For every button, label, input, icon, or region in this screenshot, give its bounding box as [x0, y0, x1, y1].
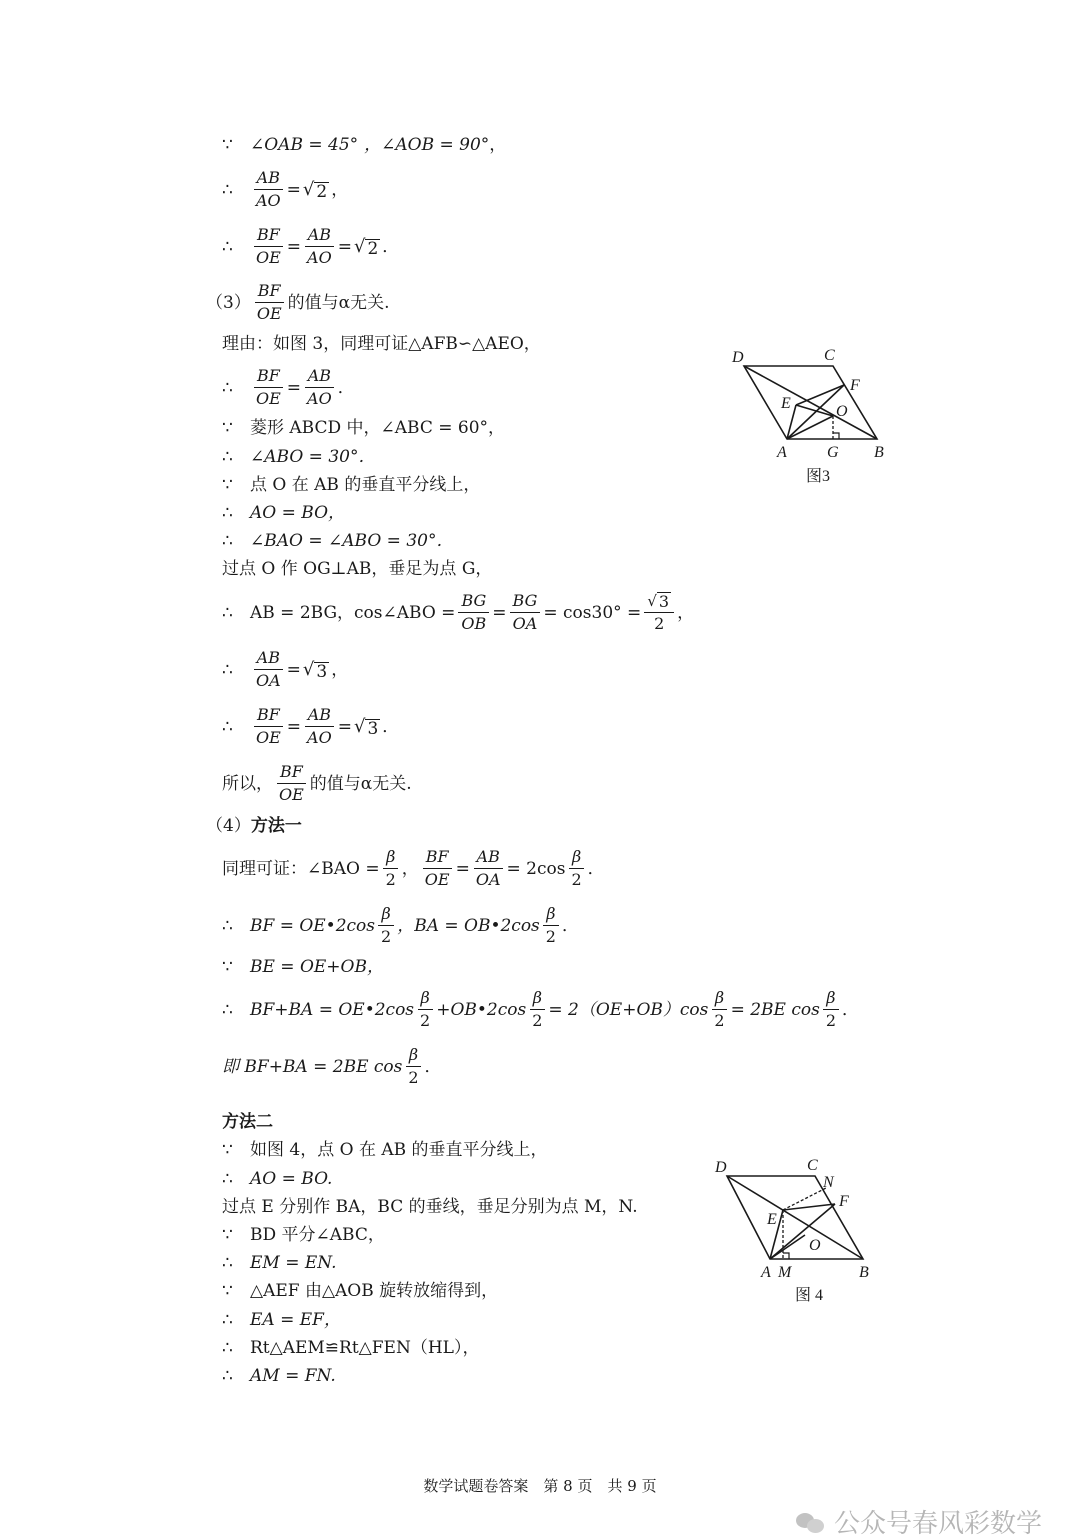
- fig4-label-n: N: [823, 1174, 834, 1191]
- line-cos-abo: [222, 591, 694, 634]
- fig4-label-c: C: [807, 1157, 818, 1174]
- fraction-ab-oa: $\frac{AB}{OA}$: [253, 648, 284, 691]
- line-o-on-perp: [222, 474, 480, 496]
- fraction-ab-oa: $\frac{AB}{OA}$: [473, 847, 504, 890]
- m2-2-text: AO = BO.: [250, 1169, 333, 1189]
- equals: =: [286, 236, 302, 257]
- fig4-right-angle-m: [783, 1253, 789, 1259]
- therefore-symbol: ∴: [222, 179, 233, 200]
- period: ．: [842, 999, 859, 1020]
- fraction-bf-oe: $\frac{BF}{OE}$: [253, 366, 284, 409]
- fraction-beta-2: $\frac{\beta}{2}$: [568, 847, 584, 890]
- part4-label: （4）: [206, 816, 251, 836]
- fraction-bf-oe: $\frac{BF}{OE}$: [422, 847, 453, 890]
- equals: =: [286, 179, 301, 200]
- line-conclusion-3: [222, 762, 412, 805]
- draw-og-text: 过点 O 作 OG⊥AB，垂足为点 G，: [222, 559, 493, 579]
- fraction-ab-ao: $\frac{AB}{AO}$: [253, 168, 284, 211]
- part3-heading: [206, 281, 390, 324]
- fig3-label-a: A: [777, 444, 787, 461]
- fig4-label-d: D: [715, 1159, 727, 1176]
- so-text: 所以，: [222, 773, 273, 794]
- line-m2-5: [222, 1252, 336, 1274]
- therefore-symbol: ∴: [222, 1366, 233, 1386]
- equals: =: [337, 716, 352, 737]
- because-symbol: ∵: [222, 1140, 233, 1160]
- equals: =: [286, 377, 302, 398]
- fraction-beta-2: $\frac{\beta}{2}$: [543, 904, 559, 947]
- line-ab-oa-sqrt3: [222, 648, 348, 691]
- fig4-caption: 图 4: [795, 1287, 824, 1304]
- line-reason: [222, 333, 541, 355]
- m2-1-text: 如图 4，点 O 在 AB 的垂直平分线上，: [250, 1140, 548, 1160]
- line-bf-oe-ab-ao: [222, 366, 355, 409]
- m2-7-text: EA = EF，: [250, 1310, 341, 1330]
- m2-5-text: EM = EN.: [250, 1253, 337, 1273]
- fig3-right-angle: [833, 433, 839, 439]
- therefore-symbol: ∴: [222, 531, 233, 551]
- therefore-symbol: ∴: [222, 716, 233, 737]
- because-symbol: ∵: [222, 957, 233, 977]
- cos30-text: = cos30° =: [543, 602, 642, 623]
- fig4-label-o: O: [809, 1237, 821, 1254]
- two-cos-text: = 2cos: [506, 858, 566, 879]
- ji-text: 即 BF+BA = 2BE cos: [222, 1056, 403, 1077]
- because-symbol: ∵: [222, 418, 233, 438]
- fig3-label-b: B: [874, 444, 884, 461]
- therefore-symbol: ∴: [222, 503, 233, 523]
- therefore-symbol: ∴: [222, 915, 233, 936]
- period: ．: [382, 716, 400, 737]
- wechat-icon: [796, 1511, 826, 1533]
- period: ．: [587, 858, 605, 879]
- therefore-symbol: ∴: [222, 236, 233, 257]
- line-same-prove: [222, 847, 605, 890]
- abo30-text: ∠ABO = 30°．: [250, 447, 376, 467]
- fig3-label-o: O: [836, 403, 848, 420]
- fraction-sqrt3-2: √ 3 2: [644, 591, 674, 634]
- equals: =: [286, 716, 302, 737]
- sqrt-3: √ 3: [353, 715, 379, 739]
- period: ．: [337, 377, 355, 398]
- sum-d-text: = 2BE cos: [730, 999, 820, 1020]
- m2-3-text: 过点 E 分别作 BA，BC 的垂线，垂足分别为点 M，N.: [222, 1197, 638, 1217]
- rhombus-text: 菱形 ABCD 中，∠ABC = 60°，: [250, 418, 506, 438]
- m2-6-text: △AEF 由△AOB 旋转放缩得到，: [250, 1281, 499, 1301]
- fig3-label-e: E: [781, 395, 791, 412]
- sum-b-text: +OB•2cos: [436, 999, 527, 1020]
- line-m2-2: [222, 1168, 332, 1190]
- figure-4: [705, 1150, 885, 1310]
- same-prove-text: 同理可证：∠BAO =: [222, 858, 380, 879]
- ba-eq-text: ，BA = OB•2cos: [397, 915, 540, 936]
- m2-9-text: AM = FN.: [250, 1366, 336, 1386]
- period: ．: [561, 915, 579, 936]
- equals: =: [286, 659, 301, 680]
- fig3-label-c: C: [824, 347, 835, 364]
- line-ji: [222, 1045, 442, 1088]
- comma: ，: [331, 659, 349, 680]
- equals: =: [492, 602, 507, 623]
- because-symbol: ∵: [222, 475, 233, 495]
- fraction-bf-oe: $\frac{BF}{OE}$: [253, 225, 284, 268]
- fraction-beta-2: $\frac{\beta}{2}$: [378, 904, 394, 947]
- watermark: [796, 1503, 1042, 1540]
- line-ab-ao-sqrt2: [222, 168, 348, 211]
- method1-heading: 方法一: [250, 816, 302, 836]
- fig3-caption: 图3: [806, 468, 831, 485]
- fraction-beta-2: $\frac{\beta}{2}$: [711, 988, 727, 1031]
- bao-abo-text: ∠BAO = ∠ABO = 30°．: [250, 531, 454, 551]
- line-m2-4: [222, 1224, 385, 1246]
- sqrt-3: √ 3: [302, 658, 328, 682]
- fig3-label-f: F: [850, 377, 860, 394]
- part3-label: （3）: [206, 292, 251, 313]
- fig4-label-m: M: [778, 1264, 792, 1281]
- fraction-beta-2: $\frac{\beta}{2}$: [823, 988, 839, 1031]
- line-m2-7: [222, 1309, 341, 1331]
- line-m2-1: [222, 1139, 548, 1161]
- fig4-diagonal-bd: [727, 1176, 863, 1259]
- line-rhombus: [222, 417, 505, 439]
- line-be-sum: [222, 956, 384, 978]
- therefore-symbol: ∴: [222, 1169, 233, 1189]
- fraction-bf-oe: $\frac{BF}{OE}$: [253, 705, 284, 748]
- period: ．: [424, 1056, 442, 1077]
- fraction-beta-2: $\frac{\beta}{2}$: [383, 847, 399, 890]
- fig4-label-e: E: [767, 1211, 777, 1228]
- comma: ，: [331, 179, 349, 200]
- be-sum-text: BE = OE+OB，: [250, 957, 384, 977]
- sqrt-2: √ 2: [302, 178, 328, 202]
- because-symbol: ∵: [222, 135, 233, 155]
- sum-c-text: = 2（OE+OB）cos: [548, 999, 709, 1020]
- fig4-line-af: [770, 1204, 835, 1259]
- fig3-line-eo: [796, 405, 833, 416]
- line-bao-abo: [222, 530, 453, 552]
- line-m2-6: [222, 1280, 498, 1302]
- ao-bo-text: AO = BO，: [250, 503, 346, 523]
- equals: =: [337, 236, 352, 257]
- fig4-label-f: F: [839, 1193, 849, 1210]
- ab2bg-text: AB = 2BG，cos∠ABO =: [250, 602, 456, 623]
- therefore-symbol: ∴: [222, 377, 233, 398]
- part3-statement: 的值与α无关.: [309, 773, 412, 794]
- fraction-bg-oa: $\frac{BG}{OA}$: [510, 591, 541, 634]
- therefore-symbol: ∴: [222, 999, 233, 1020]
- comma: ，: [489, 135, 507, 155]
- period: ．: [382, 236, 400, 257]
- because-symbol: ∵: [222, 1281, 233, 1301]
- fig4-line-en: [783, 1188, 826, 1210]
- bf-eq-text: BF = OE•2cos: [250, 915, 376, 936]
- o-on-perp-text: 点 O 在 AB 的垂直平分线上，: [250, 475, 481, 495]
- fraction-beta-2: $\frac{\beta}{2}$: [417, 988, 433, 1031]
- fig3-line-ao: [787, 416, 833, 439]
- part4-heading: [206, 815, 302, 837]
- line-sum-expansion: [222, 988, 859, 1031]
- line-given-angles: [222, 134, 506, 156]
- fraction-beta-2: $\frac{\beta}{2}$: [529, 988, 545, 1031]
- fraction-bf-oe: $\frac{BF}{OE}$: [254, 281, 285, 324]
- fraction-ab-ao: $\frac{AB}{AO}$: [304, 366, 335, 409]
- figure-3: [720, 340, 900, 490]
- watermark-text: 公众号春风彩数学: [833, 1509, 1042, 1539]
- therefore-symbol: ∴: [222, 447, 233, 467]
- angle-oab: ∠OAB = 45°: [250, 135, 359, 155]
- m2-8-text: Rt△AEM≌Rt△FEN（HL），: [250, 1338, 480, 1358]
- because-symbol: ∵: [222, 1225, 233, 1245]
- line-ao-bo: [222, 502, 345, 524]
- fraction-bg-ob: $\frac{BG}{OB}$: [458, 591, 489, 634]
- line-bf-oe-sqrt3: [222, 705, 399, 748]
- line-draw-og: [222, 558, 492, 580]
- reason-text: 理由：如图 3，同理可证△AFB∽△AEO，: [222, 334, 541, 354]
- fraction-ab-ao: $\frac{AB}{AO}$: [304, 705, 335, 748]
- fraction-beta-2: $\frac{\beta}{2}$: [405, 1045, 421, 1088]
- fig3-label-g: G: [827, 444, 839, 461]
- line-m2-3: [222, 1196, 638, 1218]
- part3-statement: 的值与α无关.: [287, 292, 390, 313]
- fig4-label-b: B: [859, 1264, 869, 1281]
- therefore-symbol: ∴: [222, 1310, 233, 1330]
- line-m2-9: [222, 1365, 336, 1387]
- method2-heading: [222, 1111, 273, 1133]
- equals: =: [455, 858, 470, 879]
- therefore-symbol: ∴: [222, 602, 233, 623]
- comma: ，: [677, 602, 695, 623]
- comma: ，: [401, 858, 419, 879]
- sqrt-2: √ 2: [353, 235, 379, 259]
- fraction-bf-oe: $\frac{BF}{OE}$: [276, 762, 307, 805]
- line-bf-oe-sqrt2: [222, 225, 399, 268]
- line-m2-8: [222, 1337, 479, 1359]
- method2-title: 方法二: [222, 1112, 273, 1132]
- fig4-line-ef: [783, 1204, 835, 1210]
- angle-aob: ，∠AOB = 90°: [364, 135, 490, 155]
- line-bf-ba: [222, 904, 579, 947]
- m2-4-text: BD 平分∠ABC，: [250, 1225, 385, 1245]
- therefore-symbol: ∴: [222, 1253, 233, 1273]
- page-footer: 数学试题卷答案 第 8 页 共 9 页: [423, 1477, 657, 1495]
- sum-a-text: BF+BA = OE•2cos: [250, 999, 415, 1020]
- fig3-line-ef: [796, 385, 844, 405]
- therefore-symbol: ∴: [222, 659, 233, 680]
- fig3-label-d: D: [732, 349, 744, 366]
- therefore-symbol: ∴: [222, 1338, 233, 1358]
- line-abo30: [222, 446, 375, 468]
- fraction-ab-ao: $\frac{AB}{AO}$: [304, 225, 335, 268]
- fig4-label-a: A: [761, 1264, 771, 1281]
